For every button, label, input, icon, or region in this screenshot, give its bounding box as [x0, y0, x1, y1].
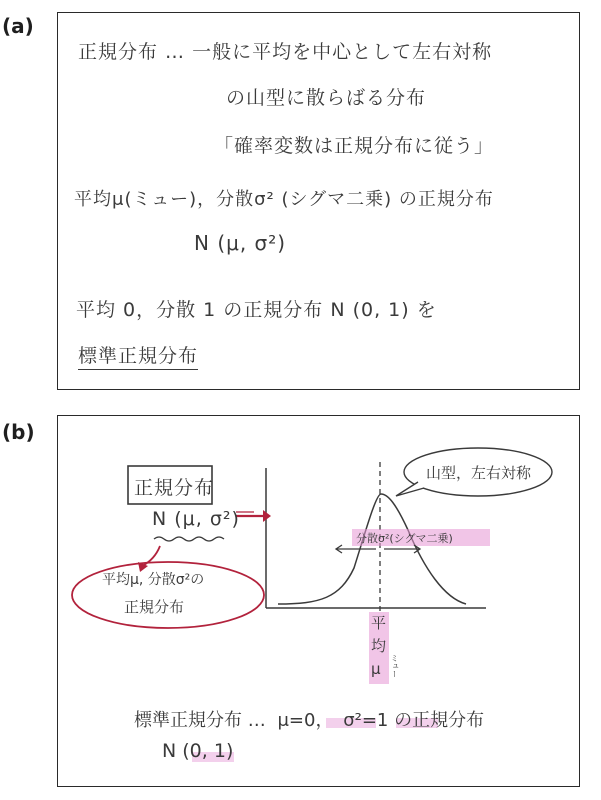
notation-underline [154, 537, 224, 541]
mean-char-2: 均 [371, 637, 388, 655]
variance-label: 分散σ²(シグマ二乗) [356, 532, 453, 545]
title-box-text: 正規分布 [134, 477, 215, 499]
standard-n-suffix: ) [225, 740, 234, 762]
panel-a-label: (a) [2, 14, 34, 38]
standard-n-prefix: N ( [162, 740, 190, 762]
ellipse-text-1: 平均μ, 分散σ²の [102, 572, 205, 588]
panel-a-line-4: 平均μ(ミュー)，分散σ² (シグマ二乗) の正規分布 [74, 189, 494, 210]
ellipse-text-2: 正規分布 [124, 598, 185, 616]
panel-a-line-1: 正規分布 … 一般に平均を中心として左右対称 [78, 41, 493, 63]
red-arrow-head [263, 510, 271, 522]
mean-char-1: 平 [371, 614, 388, 632]
standard-n-args: 0, 1 [189, 740, 226, 762]
standard-mu: μ=0 [277, 710, 316, 731]
panel-a-box [57, 12, 580, 390]
standard-n [162, 740, 233, 762]
panel-a-line-3: 「確率変数は正規分布に従う」 [214, 135, 495, 157]
bubble-text: 山型，左右対称 [426, 464, 532, 482]
panel-a-line-6: 平均 0，分散 1 の正規分布 N (0, 1) を [76, 299, 437, 321]
speech-bubble-tail [396, 482, 424, 496]
standard-line [134, 706, 484, 732]
panel-a-line-7: 標準正規分布 [78, 341, 198, 370]
standard-comma: ， [315, 710, 334, 731]
panel-b-box [57, 415, 580, 787]
notation-text: N (μ, σ²) [152, 508, 240, 530]
standard-line-prefix: 標準正規分布 … [134, 710, 266, 731]
panel-b-label: (b) [2, 420, 35, 444]
mean-char-3: μ [371, 660, 382, 678]
standard-suffix: の正規分布 [394, 710, 485, 731]
standard-sigma: σ²=1 [343, 710, 389, 731]
mean-suffix: ミュー [390, 654, 399, 678]
panel-a-line-2: の山型に散らばる分布 [226, 87, 427, 109]
panel-a-line-5: N (μ, σ²) [194, 231, 287, 255]
